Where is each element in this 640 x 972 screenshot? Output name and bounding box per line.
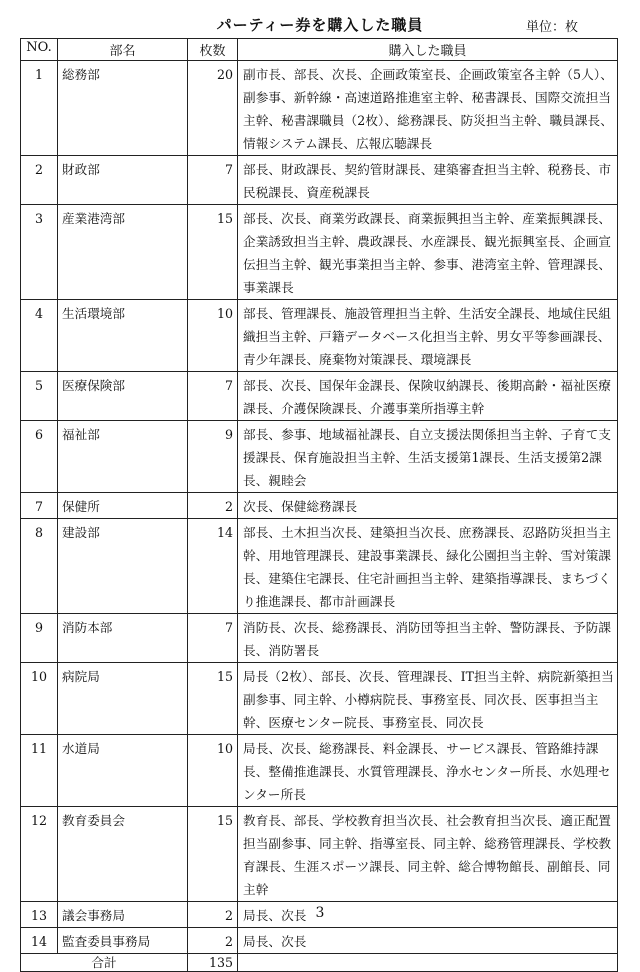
header-department: 部名: [58, 39, 188, 61]
row-count: 15: [188, 663, 238, 735]
row-staff: 消防長、次長、総務課長、消防団等担当主幹、警防課長、予防課長、消防署長: [238, 614, 618, 663]
table-row: [21, 372, 618, 421]
table-row: [21, 300, 618, 372]
row-department: 生活環境部: [58, 300, 188, 372]
row-count: 15: [188, 205, 238, 300]
table-row: [21, 61, 618, 156]
table-row: [21, 205, 618, 300]
row-no: 9: [21, 614, 58, 663]
row-department: 医療保険部: [58, 372, 188, 421]
header-no: NO.: [21, 39, 58, 61]
table-row: [21, 156, 618, 205]
row-staff: 教育長、部長、学校教育担当次長、社会教育担当次長、適正配置担当副参事、同主幹、指導室長、同主幹、総務管理課長、学校教育課長、生涯スポーツ課長、同主幹、総合博物館長、副館長、同主幹: [238, 807, 618, 902]
row-department: 保健所: [58, 493, 188, 519]
row-department: 監査委員事務局: [58, 928, 188, 954]
row-no: 7: [21, 493, 58, 519]
row-no: 5: [21, 372, 58, 421]
row-department: 総務部: [58, 61, 188, 156]
row-no: 10: [21, 663, 58, 735]
row-count: 2: [188, 902, 238, 928]
row-count: 9: [188, 421, 238, 493]
table-row: [21, 519, 618, 614]
row-department: 産業港湾部: [58, 205, 188, 300]
row-staff: 副市長、部長、次長、企画政策室長、企画政策室各主幹（5人）、副参事、新幹線・高速道路推進室主幹、秘書課長、国際交流担当主幹、秘書課職員（2枚）、総務課長、防災担当主幹、職員課長、情報システム課長、広報広聴課長: [238, 61, 618, 156]
row-no: 8: [21, 519, 58, 614]
row-department: 財政部: [58, 156, 188, 205]
row-staff: 部長、次長、国保年金課長、保険収納課長、後期高齢・福祉医療課長、介護保険課長、介護事業所指導主幹: [238, 372, 618, 421]
total-row: [21, 954, 618, 972]
row-department: 水道局: [58, 735, 188, 807]
page-number: 3: [315, 905, 325, 921]
row-count: 10: [188, 735, 238, 807]
unit-label: 単位：枚: [526, 20, 579, 35]
row-count: 2: [188, 493, 238, 519]
row-staff: 局長（2枚）、部長、次長、管理課長、IT担当主幹、病院新築担当副参事、同主幹、小樽病院長、事務室長、同次長、医事担当主幹、医療センター院長、事務室長、同次長: [238, 663, 618, 735]
row-department: 病院局: [58, 663, 188, 735]
row-department: 議会事務局: [58, 902, 188, 928]
row-count: 2: [188, 928, 238, 954]
row-staff: 部長、財政課長、契約管財課長、建築審査担当主幹、税務長、市民税課長、資産税課長: [238, 156, 618, 205]
header-count: 枚数: [188, 39, 238, 61]
row-count: 15: [188, 807, 238, 902]
header-staff: 購入した職員: [238, 39, 618, 61]
table-row: [21, 735, 618, 807]
row-department: 消防本部: [58, 614, 188, 663]
row-department: 建設部: [58, 519, 188, 614]
total-count: 135: [188, 954, 238, 972]
table-row: [21, 421, 618, 493]
row-no: 1: [21, 61, 58, 156]
document-title: パーティー券を購入した職員: [216, 16, 424, 34]
row-no: 6: [21, 421, 58, 493]
row-no: 4: [21, 300, 58, 372]
row-count: 7: [188, 372, 238, 421]
row-count: 20: [188, 61, 238, 156]
row-count: 10: [188, 300, 238, 372]
row-no: 3: [21, 205, 58, 300]
table-body: [21, 61, 618, 954]
table-row: [21, 807, 618, 902]
table-row: [21, 928, 618, 954]
staff-table: [20, 38, 618, 972]
table-header-row: [21, 39, 618, 61]
total-label: 合計: [21, 954, 188, 972]
row-count: 7: [188, 156, 238, 205]
row-department: 教育委員会: [58, 807, 188, 902]
table-row: [21, 663, 618, 735]
row-no: 14: [21, 928, 58, 954]
row-staff: 部長、次長、商業労政課長、商業振興担当主幹、産業振興課長、企業誘致担当主幹、農政課長、水産課長、観光振興室長、企画宣伝担当主幹、観光事業担当主幹、参事、港湾室主幹、管理課長、事業課長: [238, 205, 618, 300]
row-count: 7: [188, 614, 238, 663]
row-staff: 部長、土木担当次長、建築担当次長、庶務課長、忍路防災担当主幹、用地管理課長、建設事業課長、緑化公園担当主幹、雪対策課長、建築住宅課長、住宅計画担当主幹、建築指導課長、まちづくり推進課長、都市計画課長: [238, 519, 618, 614]
row-no: 13: [21, 902, 58, 928]
row-staff: 部長、管理課長、施設管理担当主幹、生活安全課長、地域住民組織担当主幹、戸籍データベース化担当主幹、男女平等参画課長、青少年課長、廃棄物対策課長、環境課長: [238, 300, 618, 372]
row-no: 12: [21, 807, 58, 902]
row-department: 福祉部: [58, 421, 188, 493]
row-no: 2: [21, 156, 58, 205]
table-row: [21, 614, 618, 663]
row-staff: 局長、次長、総務課長、料金課長、サービス課長、管路維持課長、整備推進課長、水質管理課長、浄水センター所長、水処理センター所長: [238, 735, 618, 807]
row-staff: 局長、次長: [238, 928, 618, 954]
total-staff-empty: [238, 954, 618, 972]
row-staff: 次長、保健総務課長: [238, 493, 618, 519]
row-count: 14: [188, 519, 238, 614]
row-staff: 部長、参事、地域福祉課長、自立支援法関係担当主幹、子育て支援課長、保育施設担当主幹、生活支援第1課長、生活支援第2課長、親睦会: [238, 421, 618, 493]
table-row: [21, 493, 618, 519]
row-no: 11: [21, 735, 58, 807]
row-staff: 局長、次長: [238, 902, 618, 928]
